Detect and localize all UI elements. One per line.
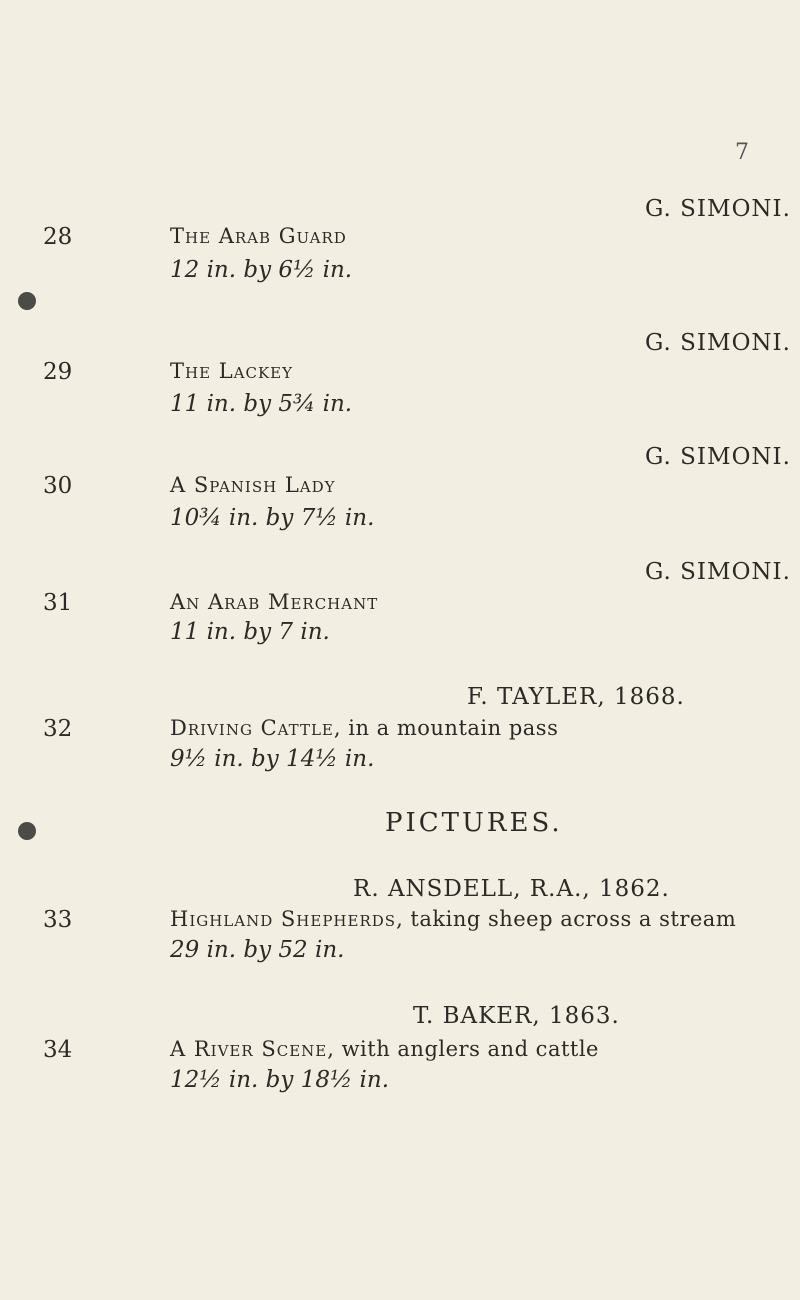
- lot-title: The Arab Guard: [170, 224, 347, 248]
- lot-title: Highland Shepherds, taking sheep across a stream: [170, 907, 737, 931]
- lot-title: A River Scene, with anglers and cattle: [170, 1037, 599, 1061]
- lot-artist: T. BAKER, 1863.: [413, 1003, 620, 1029]
- lot-title: A Spanish Lady: [170, 473, 336, 497]
- lot-title: The Lackey: [170, 359, 294, 383]
- lot-artist: R. ANSDELL, R.A., 1862.: [353, 876, 670, 902]
- section-heading: PICTURES.: [385, 808, 563, 838]
- lot-dimensions: 9½ in. by 14½ in.: [170, 746, 375, 772]
- lot-artist: F. TAYLER, 1868.: [467, 684, 685, 710]
- lot-artist: G. SIMONI.: [645, 196, 791, 222]
- lot-artist: G. SIMONI.: [645, 559, 791, 585]
- lot-title: An Arab Merchant: [170, 590, 379, 614]
- lot-artist: G. SIMONI.: [645, 444, 791, 470]
- lot-dimensions: 12½ in. by 18½ in.: [170, 1067, 390, 1093]
- lot-number: 32: [43, 716, 73, 742]
- lot-artist: G. SIMONI.: [645, 330, 791, 356]
- lot-number: 29: [43, 359, 73, 385]
- lot-dimensions: 10¾ in. by 7½ in.: [170, 505, 375, 531]
- lot-dimensions: 11 in. by 7 in.: [170, 619, 330, 645]
- page-mark: 7: [735, 140, 749, 165]
- lot-number: 33: [43, 907, 73, 933]
- lot-dimensions: 29 in. by 52 in.: [170, 937, 345, 963]
- lot-number: 30: [43, 473, 73, 499]
- lot-title: Driving Cattle, in a mountain pass: [170, 716, 559, 740]
- lot-dimensions: 11 in. by 5¾ in.: [170, 391, 353, 417]
- lot-number: 31: [43, 590, 73, 616]
- lot-number: 28: [43, 224, 73, 250]
- stain-mark: [18, 292, 36, 310]
- stain-mark: [18, 822, 36, 840]
- lot-number: 34: [43, 1037, 73, 1063]
- lot-dimensions: 12 in. by 6½ in.: [170, 257, 353, 283]
